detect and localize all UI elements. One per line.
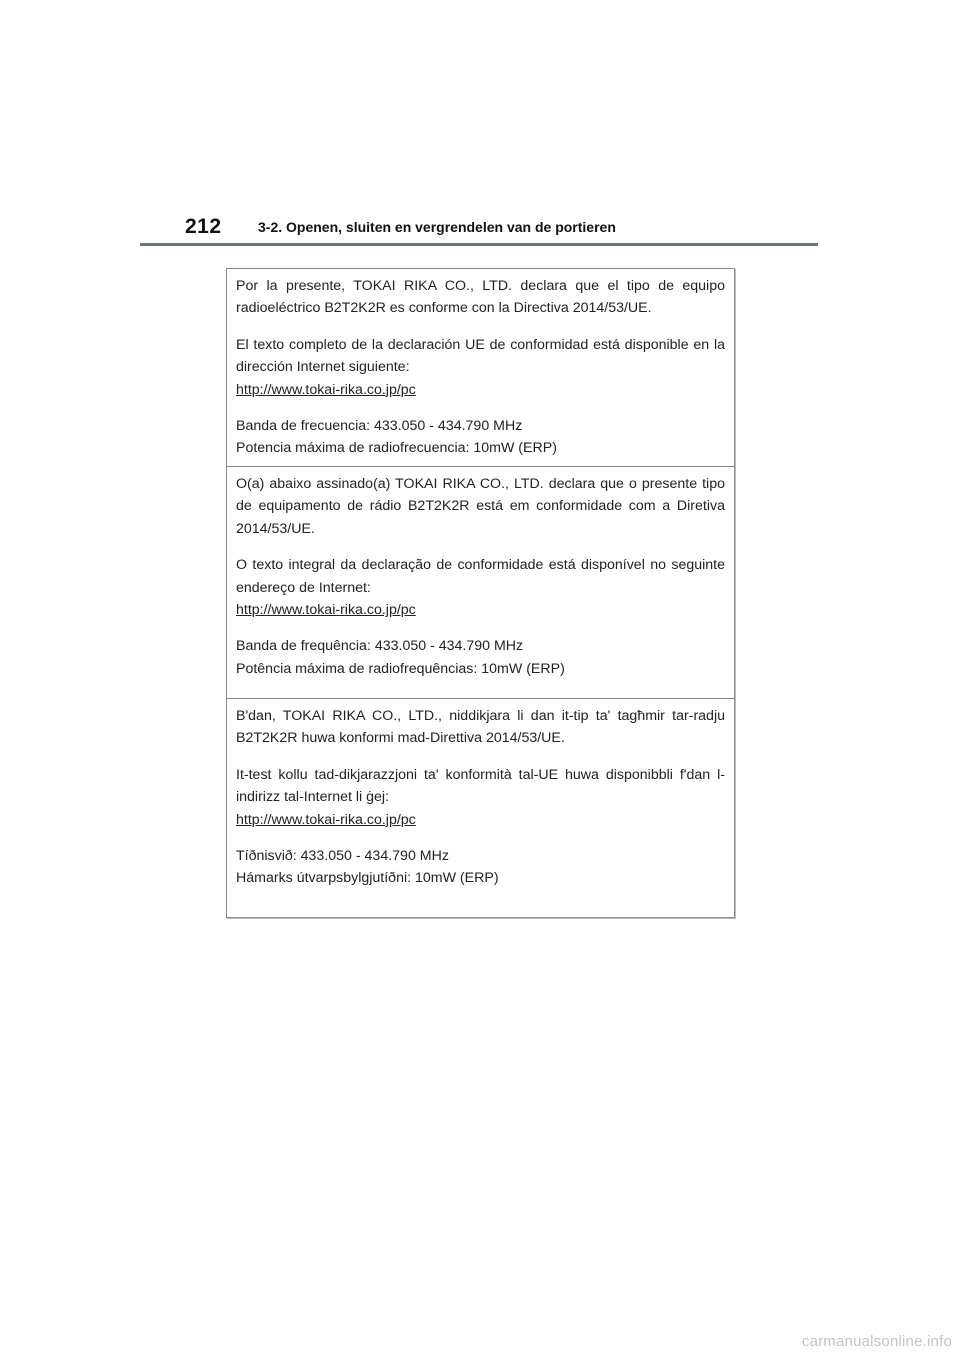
declaration-intro: O(a) abaixo assinado(a) TOKAI RIKA CO., LTD. declara que o presente tipo de equipamento de rádio B2T2K2R está em conformidade com a Diretiva 2014/53/UE.: [236, 476, 725, 537]
frequency-band: Banda de frequência: 433.050 - 434.790 MHz: [236, 638, 524, 655]
declaration-link[interactable]: http://www.tokai-rika.co.jp/pc: [236, 811, 416, 828]
page-number: 212: [185, 215, 222, 238]
declaration-block-portuguese: [227, 467, 734, 699]
declaration-block-maltese: [227, 699, 734, 917]
header-divider: [140, 243, 818, 246]
declaration-link[interactable]: http://www.tokai-rika.co.jp/pc: [236, 381, 416, 398]
max-power: Potência máxima de radiofrequências: 10mW (ERP): [236, 660, 565, 677]
max-power: Potencia máxima de radiofrecuencia: 10mW (ERP): [236, 440, 557, 457]
declaration-box: [226, 268, 735, 918]
section-title: 3-2. Openen, sluiten en vergrendelen van de portieren: [258, 219, 616, 235]
watermark: carmanualsonline.info: [801, 1333, 952, 1350]
declaration-availability: It-test kollu tad-dikjarazzjoni ta' konformità tal-UE huwa disponibbli f'dan l-indirizz tal-Internet li ġej:: [236, 766, 725, 806]
declaration-intro: Por la presente, TOKAI RIKA CO., LTD. declara que el tipo de equipo radioeléctrico B2T2K2R es conforme con la Directiva 2014/53/UE.: [236, 278, 725, 317]
frequency-band: Banda de frecuencia: 433.050 - 434.790 MHz: [236, 418, 523, 435]
declaration-availability: El texto completo de la declaración UE de conformidad está disponible en la dirección Internet siguiente:: [236, 336, 725, 376]
declaration-link[interactable]: http://www.tokai-rika.co.jp/pc: [236, 602, 416, 619]
declaration-availability: O texto integral da declaração de conformidade está disponível no seguinte endereço de Internet:: [236, 557, 725, 596]
page-header: [140, 212, 818, 242]
declaration-block-spanish: [227, 269, 734, 467]
frequency-band: Tíðnisvið: 433.050 - 434.790 MHz: [236, 848, 449, 865]
max-power: Hámarks útvarpsbylgjutíðni: 10mW (ERP): [236, 870, 499, 887]
declaration-intro: B'dan, TOKAI RIKA CO., LTD., niddikjara li dan it-tip ta' tagħmir tar-radju B2T2K2R huwa konformi mad-Direttiva 2014/53/UE.: [236, 708, 725, 747]
